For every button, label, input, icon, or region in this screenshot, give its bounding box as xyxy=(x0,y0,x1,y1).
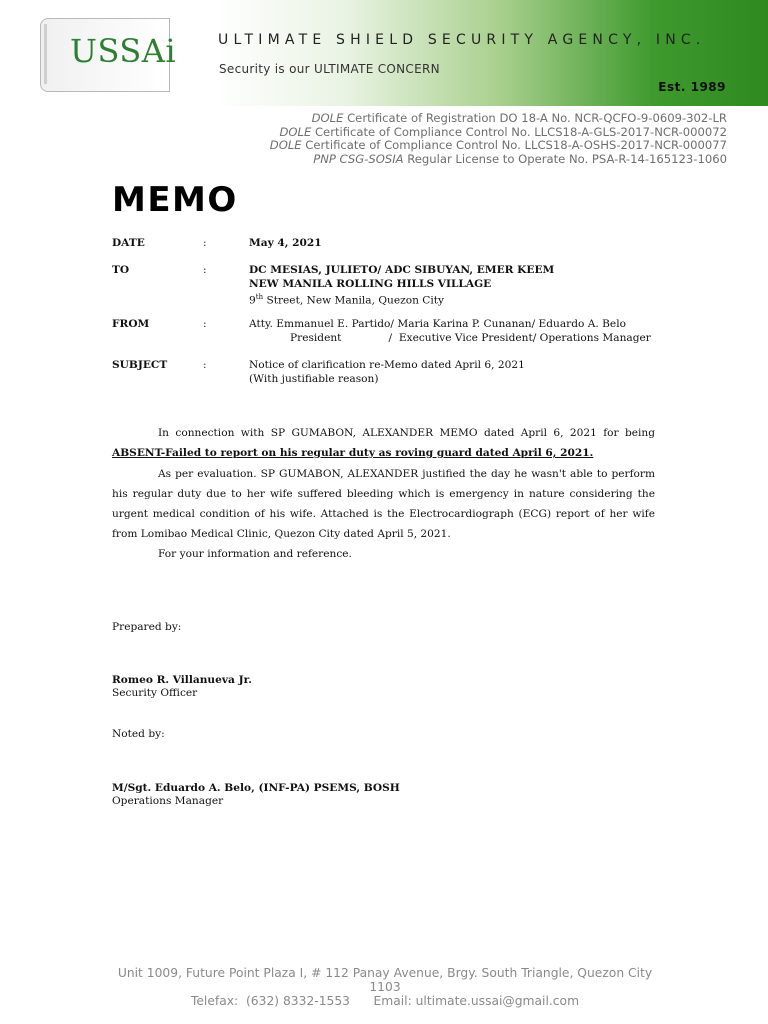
to-colon: : xyxy=(203,264,207,276)
agency-tagline: Security is our ULTIMATE CONCERN xyxy=(219,62,440,76)
certification-line xyxy=(270,153,727,167)
to-label: TO xyxy=(112,264,130,276)
certification-line xyxy=(270,112,727,126)
to-line-1: DC MESIAS, JULIETO/ ADC SIBUYAN, EMER KEEM xyxy=(249,264,555,276)
certification-line xyxy=(270,126,727,140)
noted-by-name: M/Sgt. Eduardo A. Belo, (INF-PA) PSEMS, BOSH xyxy=(112,782,400,794)
footer-contact: Telefax: (632) 8332-1553 Email: ultimate.ussai@gmail.com xyxy=(190,994,580,1008)
to-recipient xyxy=(249,264,554,308)
memo-title: MEMO xyxy=(112,180,238,220)
date-label: DATE xyxy=(112,237,145,249)
date-value: May 4, 2021 xyxy=(249,237,322,249)
body-paragraph-2: As per evaluation. SP GUMABON, ALEXANDER justified the day he wasn't able to perform his regular duty due to her wife suffered bleeding which is emergency in nature considering the urgent medical condition of his wife. Attached is the Electrocardiograph (ECG) report of her wife from Lomibao Medical Clinic, Quezon City dated April 5, 2021. xyxy=(112,468,655,540)
subject-label: SUBJECT xyxy=(112,359,168,371)
logo-text: USSAi xyxy=(70,32,177,70)
subject-colon: : xyxy=(203,359,207,371)
from-senders xyxy=(249,318,651,345)
body-paragraph-1 xyxy=(112,423,655,463)
subject-line-2: (With justifiable reason) xyxy=(249,372,379,385)
noted-by-title: Operations Manager xyxy=(112,795,224,807)
to-line-2: NEW MANILA ROLLING HILLS VILLAGE xyxy=(249,277,492,290)
cert-text: Regular License to Operate No. PSA-R-14-165123-1060 xyxy=(403,151,727,166)
subject-value xyxy=(249,359,525,386)
to-line-3 xyxy=(249,291,554,308)
certifications-block xyxy=(270,112,727,166)
street-number: 9 xyxy=(249,294,256,307)
street-suffix: th xyxy=(255,293,264,301)
cert-issuer: DOLE xyxy=(269,138,302,152)
prepared-by-title: Security Officer xyxy=(112,687,198,699)
logo-stripe xyxy=(44,24,47,84)
body-paragraph-3: For your information and reference. xyxy=(158,548,352,560)
noted-by-label: Noted by: xyxy=(112,728,165,740)
street-rest: Street, New Manila, Quezon City xyxy=(263,294,445,307)
cert-issuer: DOLE xyxy=(279,124,312,139)
para1-text: In connection with SP GUMABON, ALEXANDER MEMO dated April 6, 2021 for being xyxy=(158,427,655,439)
subject-line-1: Notice of clarification re-Memo dated April 6, 2021 xyxy=(249,359,525,371)
from-line-1: Atty. Emmanuel E. Partido/ Maria Karina P. Cunanan/ Eduardo A. Belo xyxy=(249,318,626,330)
letterhead-footer xyxy=(110,966,660,1008)
from-colon: : xyxy=(203,318,207,330)
prepared-by-name: Romeo R. Villanueva Jr. xyxy=(112,674,252,686)
para1-underlined: ABSENT-Failed to report on his regular duty as roving guard dated April 6, 2021. xyxy=(112,447,594,459)
date-colon: : xyxy=(203,237,207,249)
from-line-2: President / Executive Vice President/ Operations Manager xyxy=(290,331,651,344)
cert-text: Certificate of Compliance Control No. LLCS18-A-OSHS-2017-NCR-000077 xyxy=(301,138,727,152)
agency-name: ULTIMATE SHIELD SECURITY AGENCY, INC. xyxy=(218,32,706,48)
from-label: FROM xyxy=(112,318,150,330)
cert-issuer: PNP CSG-SOSIA xyxy=(313,151,404,166)
established-year: Est. 1989 xyxy=(658,80,726,94)
cert-issuer: DOLE xyxy=(311,111,344,125)
certification-line xyxy=(270,139,727,153)
footer-address: Unit 1009, Future Point Plaza I, # 112 Panay Avenue, Brgy. South Triangle, Quezon City 1103 xyxy=(117,966,653,994)
cert-text: Certificate of Compliance Control No. LLCS18-A-GLS-2017-NCR-000072 xyxy=(311,124,727,139)
cert-text: Certificate of Registration DO 18-A No. NCR-QCFO-9-0609-302-LR xyxy=(343,111,727,125)
prepared-by-label: Prepared by: xyxy=(112,621,182,633)
